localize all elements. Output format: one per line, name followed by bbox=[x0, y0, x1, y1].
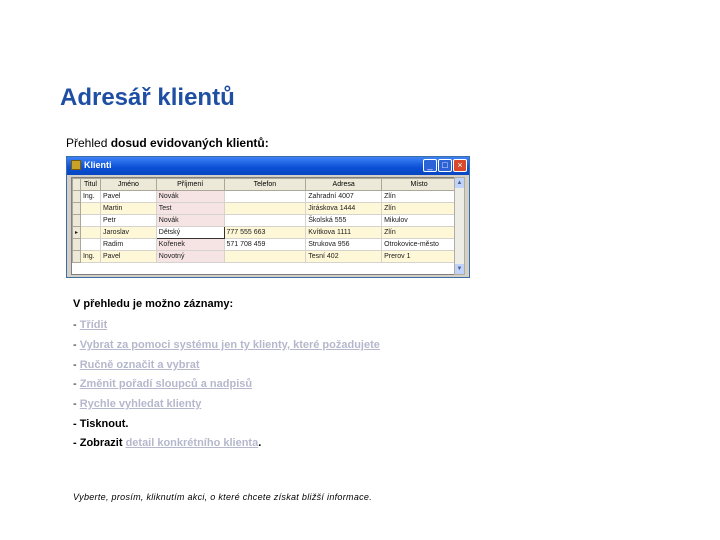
action-prefix: - Zobrazit bbox=[73, 437, 126, 449]
cell-jmeno[interactable]: Pavel bbox=[100, 251, 156, 263]
action-prefix: - bbox=[73, 339, 80, 351]
column-header-jmeno[interactable]: Jméno bbox=[100, 179, 156, 191]
cell-adresa[interactable]: Jiráskova 1444 bbox=[306, 203, 382, 215]
clients-window bbox=[66, 156, 470, 278]
cell-jmeno[interactable]: Jaroslav bbox=[100, 227, 156, 239]
cell-titul[interactable]: Ing. bbox=[80, 191, 100, 203]
action-link-sort[interactable]: Třídit bbox=[79, 319, 108, 331]
action-link-manual-select[interactable]: Ručně označit a vybrat bbox=[79, 359, 200, 371]
row-selector[interactable] bbox=[73, 203, 81, 215]
table-row[interactable] bbox=[73, 203, 457, 215]
table-row[interactable] bbox=[73, 191, 457, 203]
action-prefix: - bbox=[73, 319, 80, 331]
cell-telefon[interactable] bbox=[224, 215, 306, 227]
cell-prijmeni[interactable]: Novotný bbox=[156, 251, 224, 263]
grid-header-row bbox=[73, 179, 457, 191]
action-item-sort bbox=[73, 319, 107, 331]
cell-adresa[interactable]: Kvítkova 1111 bbox=[306, 227, 382, 239]
intro-bold: dosud evidovaných klientů: bbox=[110, 136, 269, 150]
cell-adresa[interactable]: Tesní 402 bbox=[306, 251, 382, 263]
window-title: Klienti bbox=[84, 160, 112, 170]
intro-prefix: Přehled bbox=[66, 136, 111, 150]
cell-titul[interactable] bbox=[80, 239, 100, 251]
cell-titul[interactable]: Ing. bbox=[80, 251, 100, 263]
action-item-detail bbox=[73, 437, 261, 449]
table-row-selected[interactable] bbox=[73, 227, 457, 239]
action-link-reorder-columns[interactable]: Změnit pořadí sloupců a nadpisů bbox=[79, 378, 253, 390]
cell-prijmeni[interactable]: Test bbox=[156, 203, 224, 215]
action-suffix: . bbox=[258, 437, 262, 449]
column-header-misto[interactable]: Místo bbox=[382, 179, 457, 191]
scroll-down-icon[interactable]: ▼ bbox=[456, 266, 463, 272]
row-selector[interactable] bbox=[73, 251, 81, 263]
cell-prijmeni[interactable]: Novák bbox=[156, 215, 224, 227]
row-selector[interactable] bbox=[73, 191, 81, 203]
action-item-search bbox=[73, 398, 201, 410]
cell-misto[interactable]: Otrokovice-město bbox=[382, 239, 457, 251]
grid-corner bbox=[73, 179, 81, 191]
action-link-quick-search[interactable]: Rychle vyhledat klienty bbox=[79, 398, 202, 410]
row-selector-current[interactable]: ▸ bbox=[73, 227, 81, 239]
action-print-text: - Tisknout. bbox=[73, 418, 129, 430]
cell-telefon[interactable] bbox=[224, 203, 306, 215]
cell-telefon[interactable]: 777 555 663 bbox=[224, 227, 306, 239]
cell-misto[interactable]: Zlín bbox=[382, 191, 457, 203]
action-item-manual-select bbox=[73, 359, 200, 371]
intro-text bbox=[66, 136, 269, 150]
app-icon bbox=[71, 160, 81, 170]
window-titlebar[interactable] bbox=[67, 157, 469, 175]
cell-telefon[interactable] bbox=[224, 251, 306, 263]
close-icon[interactable]: × bbox=[453, 159, 467, 172]
cell-titul[interactable] bbox=[80, 227, 100, 239]
cell-misto[interactable]: Zlín bbox=[382, 227, 457, 239]
action-item-print bbox=[73, 418, 128, 430]
column-header-telefon[interactable]: Telefon bbox=[224, 179, 306, 191]
cell-titul[interactable] bbox=[80, 203, 100, 215]
column-header-adresa[interactable]: Adresa bbox=[306, 179, 382, 191]
page-title: Adresář klientů bbox=[60, 84, 235, 111]
action-item-filter bbox=[73, 339, 380, 351]
cell-telefon[interactable] bbox=[224, 191, 306, 203]
cell-titul[interactable] bbox=[80, 215, 100, 227]
cell-jmeno[interactable]: Pavel bbox=[100, 191, 156, 203]
cell-prijmeni[interactable]: Kořenek bbox=[156, 239, 224, 251]
cell-adresa[interactable]: Strukova 956 bbox=[306, 239, 382, 251]
column-header-titul[interactable]: Titul bbox=[80, 179, 100, 191]
action-prefix: - bbox=[73, 378, 80, 390]
cell-adresa[interactable]: Zahradní 4007 bbox=[306, 191, 382, 203]
cell-jmeno[interactable]: Martin bbox=[100, 203, 156, 215]
action-link-filter[interactable]: Vybrat za pomoci systému jen ty klienty, které požadujete bbox=[79, 339, 380, 351]
clients-grid bbox=[71, 177, 458, 275]
action-prefix: - bbox=[73, 359, 80, 371]
actions-lead: V přehledu je možno záznamy: bbox=[73, 298, 234, 310]
cell-jmeno[interactable]: Radim bbox=[100, 239, 156, 251]
cell-jmeno[interactable]: Petr bbox=[100, 215, 156, 227]
cell-prijmeni[interactable]: Novák bbox=[156, 191, 224, 203]
column-header-prijmeni[interactable]: Příjmení bbox=[156, 179, 224, 191]
cell-misto[interactable]: Prerov 1 bbox=[382, 251, 457, 263]
minimize-icon[interactable]: _ bbox=[423, 159, 437, 172]
cell-adresa[interactable]: Školská 555 bbox=[306, 215, 382, 227]
action-item-reorder bbox=[73, 378, 252, 390]
vertical-scrollbar[interactable] bbox=[454, 177, 465, 275]
cell-telefon[interactable]: 571 708 459 bbox=[224, 239, 306, 251]
action-link-client-detail[interactable]: detail konkrétního klienta bbox=[125, 437, 259, 449]
table-row[interactable] bbox=[73, 239, 457, 251]
row-selector[interactable] bbox=[73, 215, 81, 227]
row-selector[interactable] bbox=[73, 239, 81, 251]
table-row[interactable] bbox=[73, 215, 457, 227]
maximize-icon[interactable]: □ bbox=[438, 159, 452, 172]
footer-instruction: Vyberte, prosím, kliknutím akci, o které chcete získat bližší informace. bbox=[73, 492, 373, 502]
cell-misto[interactable]: Mikulov bbox=[382, 215, 457, 227]
action-prefix: - bbox=[73, 398, 80, 410]
cell-prijmeni-active[interactable]: Dětský bbox=[156, 227, 224, 239]
scroll-up-icon[interactable]: ▲ bbox=[456, 180, 463, 186]
cell-misto[interactable]: Zlín bbox=[382, 203, 457, 215]
table-row[interactable] bbox=[73, 251, 457, 263]
